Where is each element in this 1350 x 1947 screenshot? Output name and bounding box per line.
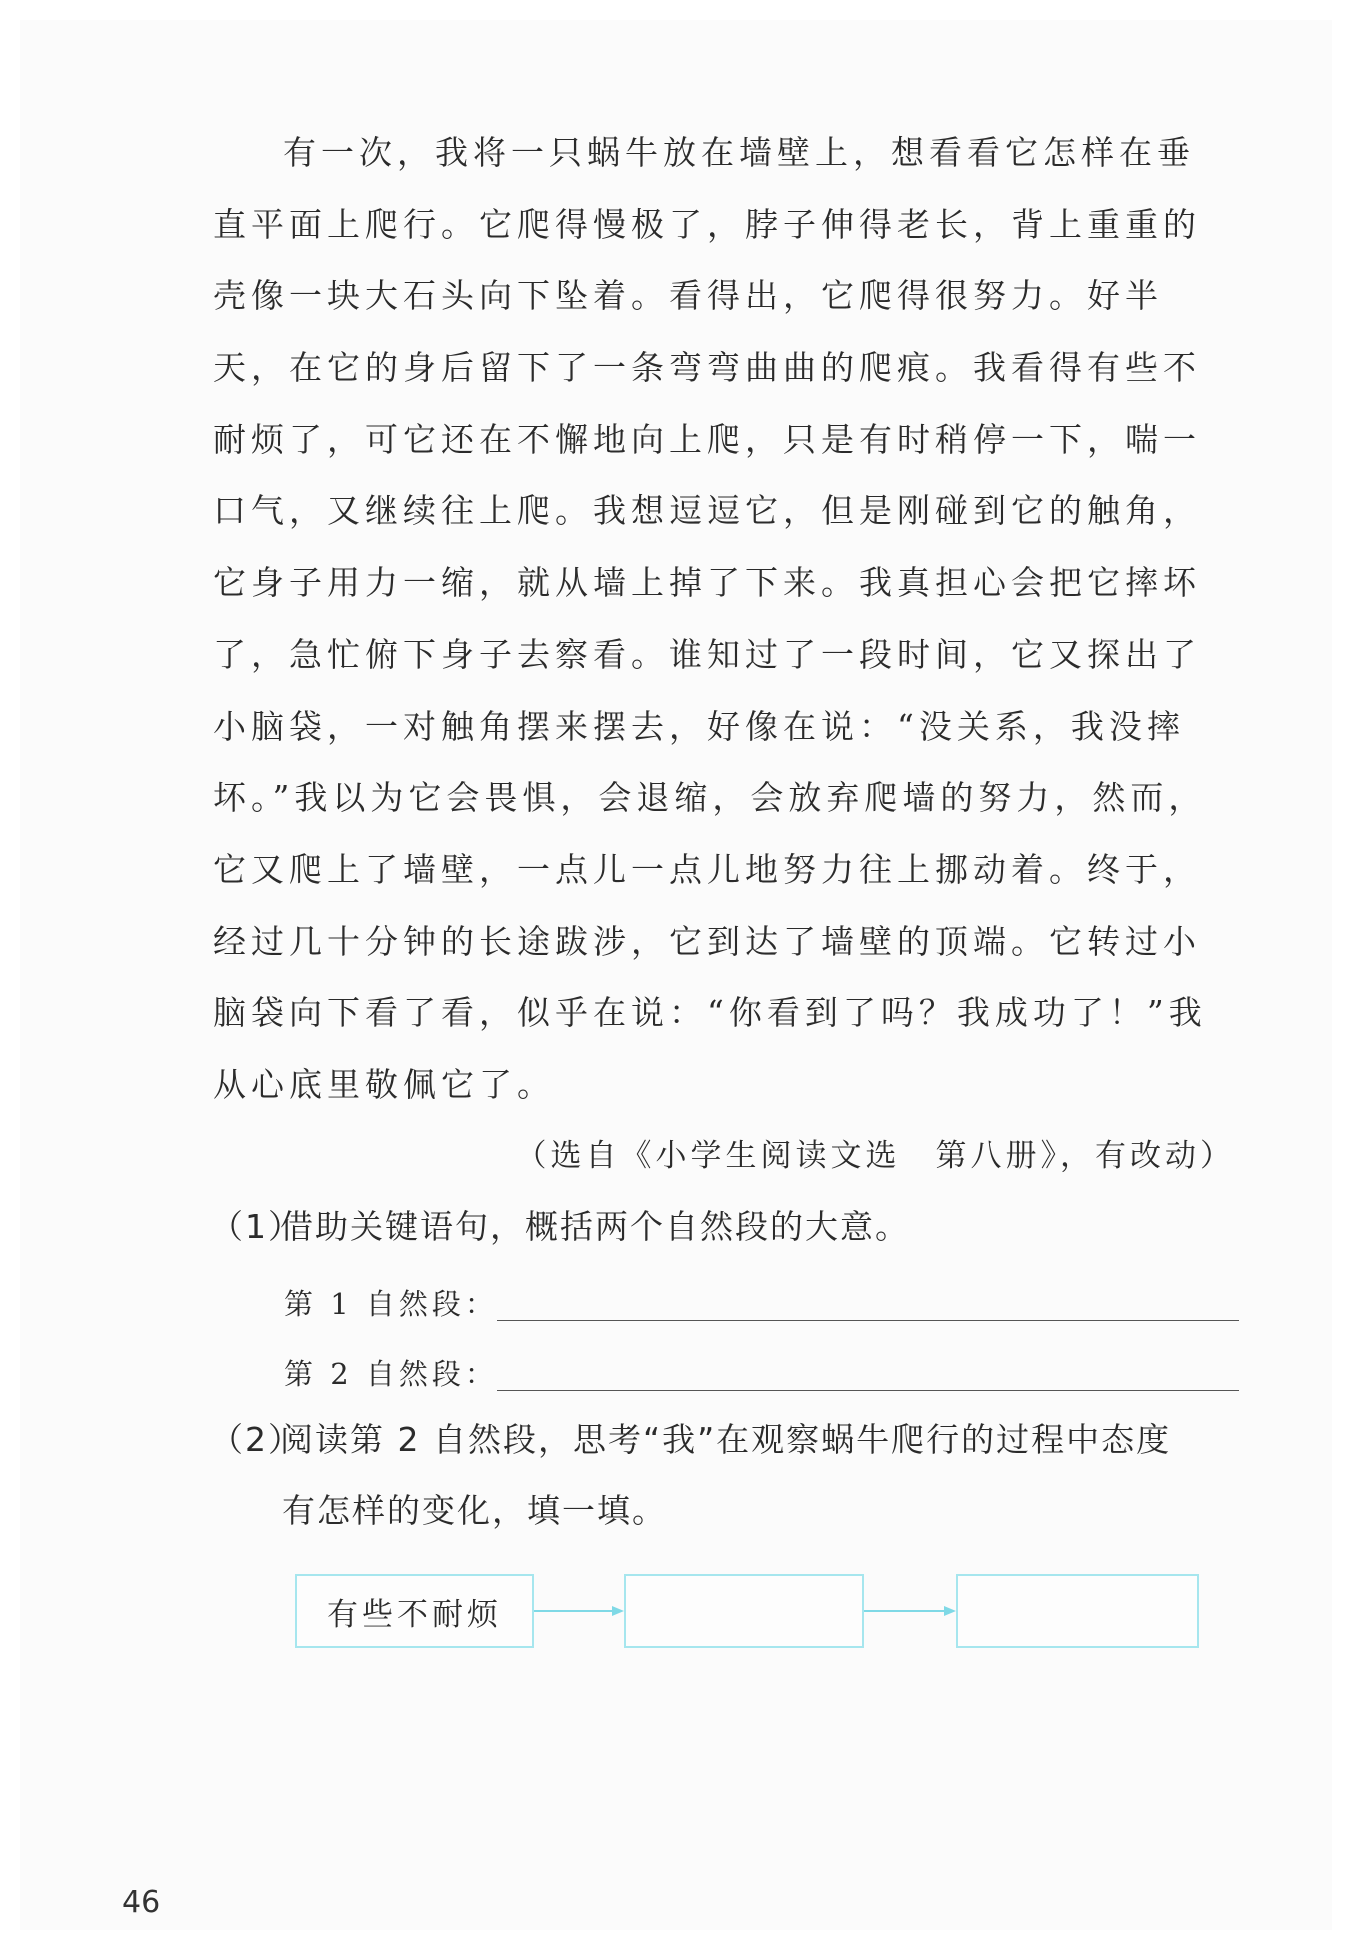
passage-line: 小脑袋，一对触角摆来摆去，好像在说：“没关系，我没摔: [213, 706, 1185, 746]
question-2: [210, 1414, 1171, 1461]
passage-line: 它身子用力一缩，就从墙上掉了下来。我真担心会把它摔坏: [213, 563, 1201, 603]
para-1-label: 第 1 自然段：: [284, 1287, 498, 1321]
question-1: [210, 1201, 910, 1248]
passage-line: 有一次，我将一只蜗牛放在墙壁上，想看看它怎样在垂: [283, 133, 1195, 172]
question-2-number: （2）: [210, 1420, 303, 1459]
passage-line: 壳像一块大石头向下坠着。看得出，它爬得很努力。好半: [213, 276, 1163, 316]
question-2-text-line2: 有怎样的变化，填一填。: [282, 1491, 667, 1530]
question-2-text-line1: 阅读第 2 自然段，思考“我”在观察蜗牛爬行的过程中态度: [280, 1420, 1172, 1459]
passage-line: 天，在它的身后留下了一条弯弯曲曲的爬痕。我看得有些不: [213, 348, 1201, 388]
passage-line: 从心底里敬佩它了。: [213, 1064, 555, 1104]
passage-line: 耐烦了，可它还在不懈地向上爬，只是有时稍停一下，喘一: [213, 419, 1201, 459]
passage-line: 脑袋向下看了看，似乎在说：“你看到了吗？我成功了！”我: [213, 993, 1207, 1033]
passage-line: 直平面上爬行。它爬得慢极了，脖子伸得老长，背上重重的: [213, 204, 1201, 244]
passage-line: 经过几十分钟的长途跋涉，它到达了墙壁的顶端。它转过小: [213, 921, 1201, 961]
passage-line: 了，急忙俯下身子去察看。谁知过了一段时间，它又探出了: [213, 634, 1201, 674]
question-1-text: 借助关键语句，概括两个自然段的大意。: [280, 1207, 910, 1246]
passage: [213, 128, 1235, 1132]
page-number: 46: [122, 1885, 161, 1920]
source-citation: （选自《小学生阅读文选 第八册》，有改动）: [515, 1138, 1235, 1174]
para-2-answer-line[interactable]: [497, 1390, 1239, 1391]
arrow-right-icon: [534, 1603, 624, 1619]
flow-box-answer-2[interactable]: [956, 1574, 1199, 1648]
flow-box-answer-1[interactable]: [624, 1574, 864, 1648]
passage-line: 坏。”我以为它会畏惧，会退缩，会放弃爬墙的努力，然而，: [213, 778, 1207, 818]
passage-line: 口气，又继续往上爬。我想逗逗它，但是刚碰到它的触角，: [213, 491, 1201, 531]
para-2-label: 第 2 自然段：: [284, 1357, 498, 1391]
para-1-answer-line[interactable]: [497, 1320, 1239, 1321]
question-1-number: （1）: [210, 1207, 303, 1246]
arrow-right-icon: [864, 1603, 956, 1619]
passage-line: 它又爬上了墙壁，一点儿一点儿地努力往上挪动着。终于，: [213, 849, 1201, 889]
flow-box-start: 有些不耐烦: [295, 1574, 534, 1648]
